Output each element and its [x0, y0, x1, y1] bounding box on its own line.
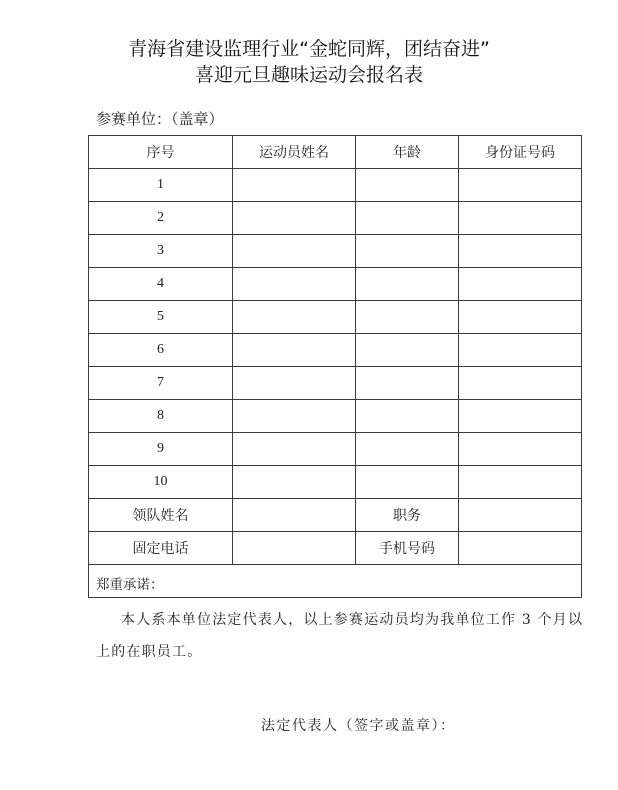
header-seq: 序号	[89, 136, 233, 169]
position-cell[interactable]	[459, 499, 582, 532]
row-number: 8	[89, 400, 233, 433]
age-cell[interactable]	[356, 301, 459, 334]
athlete-name-cell[interactable]	[233, 202, 356, 235]
athlete-name-cell[interactable]	[233, 400, 356, 433]
header-id-number: 身份证号码	[459, 136, 582, 169]
position-label: 职务	[356, 499, 459, 532]
leader-row	[89, 499, 582, 532]
mobile-cell[interactable]	[459, 532, 582, 565]
table-row	[89, 466, 582, 499]
row-number: 2	[89, 202, 233, 235]
id-number-cell[interactable]	[459, 301, 582, 334]
age-cell[interactable]	[356, 466, 459, 499]
age-cell[interactable]	[356, 169, 459, 202]
table-header-row	[89, 136, 582, 169]
age-cell[interactable]	[356, 433, 459, 466]
document-title-line1: 青海省建设监理行业“金蛇同辉，团结奋进”	[128, 38, 490, 60]
pledge-body-line2: 上的在职员工。	[96, 644, 203, 660]
table-row	[89, 367, 582, 400]
id-number-cell[interactable]	[459, 235, 582, 268]
unit-label: 参赛单位：（盖章）	[96, 110, 224, 128]
id-number-cell[interactable]	[459, 466, 582, 499]
athlete-name-cell[interactable]	[233, 334, 356, 367]
athlete-name-cell[interactable]	[233, 169, 356, 202]
age-cell[interactable]	[356, 268, 459, 301]
row-number: 7	[89, 367, 233, 400]
mobile-label: 手机号码	[356, 532, 459, 565]
registration-table	[88, 135, 584, 734]
landline-label: 固定电话	[89, 532, 233, 565]
row-number: 1	[89, 169, 233, 202]
id-number-cell[interactable]	[459, 202, 582, 235]
athlete-name-cell[interactable]	[233, 466, 356, 499]
id-number-cell[interactable]	[459, 268, 582, 301]
age-cell[interactable]	[356, 235, 459, 268]
table-row	[89, 433, 582, 466]
age-cell[interactable]	[356, 334, 459, 367]
table-row	[89, 301, 582, 334]
document-title-line2: 喜迎元旦趣味运动会报名表	[194, 64, 423, 86]
athlete-name-cell[interactable]	[233, 367, 356, 400]
pledge-heading: 郑重承诺：	[96, 577, 164, 593]
signature-label: 法定代表人（签字或盖章）：	[261, 718, 456, 734]
age-cell[interactable]	[356, 367, 459, 400]
id-number-cell[interactable]	[459, 400, 582, 433]
row-number: 9	[89, 433, 233, 466]
id-number-cell[interactable]	[459, 169, 582, 202]
row-number: 3	[89, 235, 233, 268]
athlete-name-cell[interactable]	[233, 268, 356, 301]
pledge-cell	[89, 565, 584, 734]
header-age: 年龄	[356, 136, 459, 169]
table-row	[89, 268, 582, 301]
landline-cell[interactable]	[233, 532, 356, 565]
row-number: 10	[89, 466, 233, 499]
id-number-cell[interactable]	[459, 433, 582, 466]
row-number: 5	[89, 301, 233, 334]
row-number: 6	[89, 334, 233, 367]
athlete-name-cell[interactable]	[233, 301, 356, 334]
table-row	[89, 202, 582, 235]
table-row	[89, 334, 582, 367]
pledge-row	[89, 565, 582, 598]
leader-name-label: 领队姓名	[89, 499, 233, 532]
leader-name-cell[interactable]	[233, 499, 356, 532]
contact-row	[89, 532, 582, 565]
athlete-name-cell[interactable]	[233, 433, 356, 466]
id-number-cell[interactable]	[459, 367, 582, 400]
table-row	[89, 169, 582, 202]
athlete-name-cell[interactable]	[233, 235, 356, 268]
row-number: 4	[89, 268, 233, 301]
id-number-cell[interactable]	[459, 334, 582, 367]
table-row	[89, 235, 582, 268]
header-athlete-name: 运动员姓名	[233, 136, 356, 169]
pledge-body-line1: 本人系本单位法定代表人，以上参赛运动员均为我单位工作 3 个月以	[121, 612, 584, 628]
age-cell[interactable]	[356, 400, 459, 433]
table-row	[89, 400, 582, 433]
age-cell[interactable]	[356, 202, 459, 235]
